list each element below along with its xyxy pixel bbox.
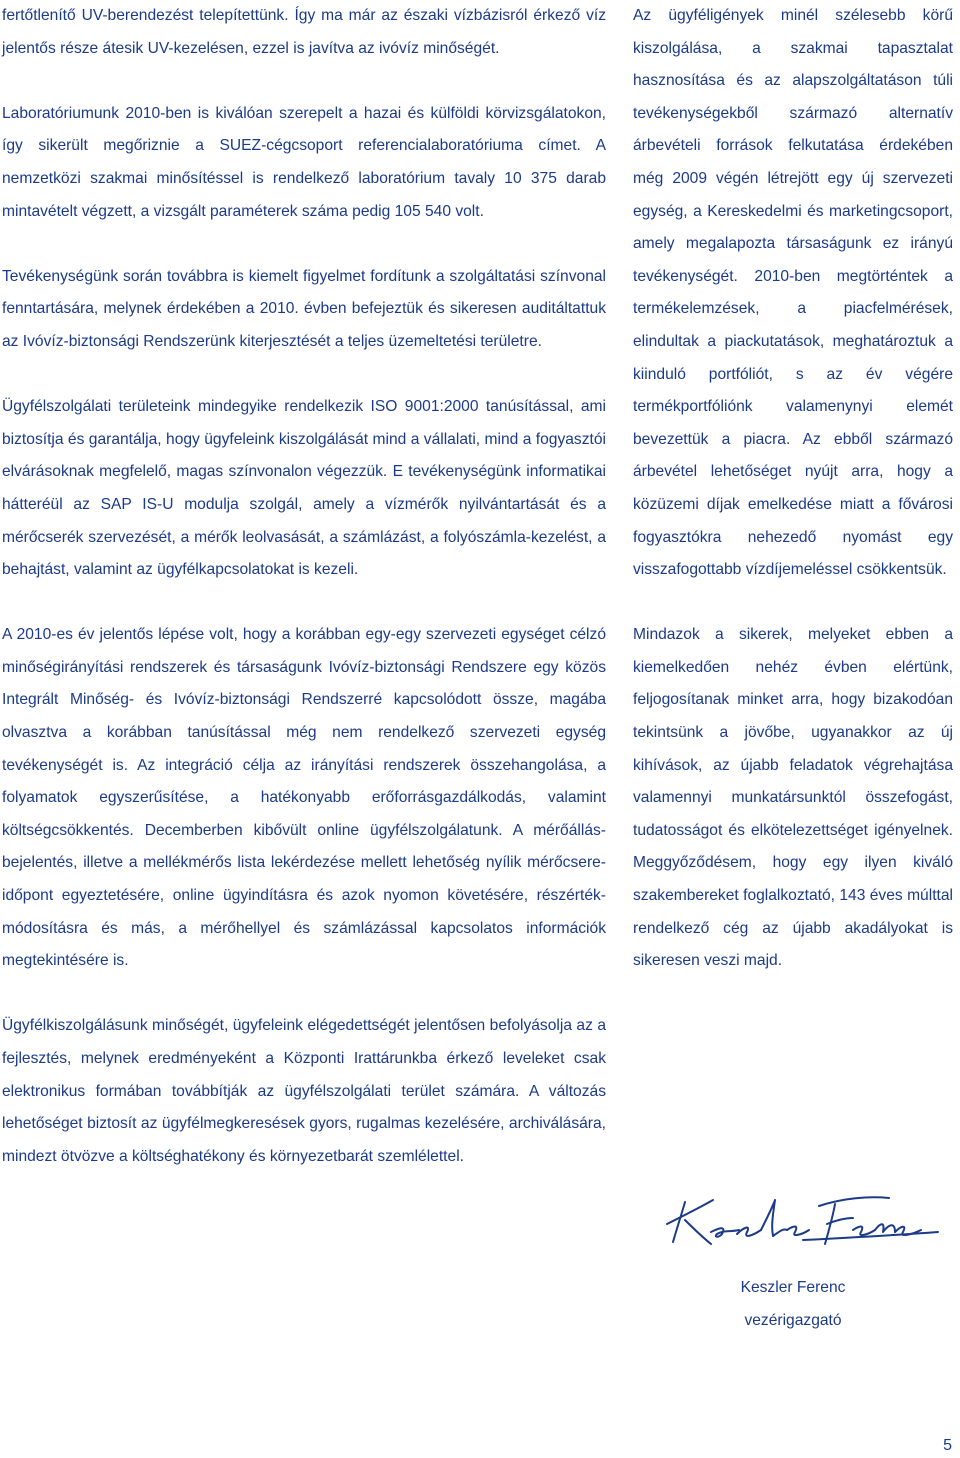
right-column [633, 0, 953, 978]
signature-block [633, 1180, 953, 1337]
paragraph-gap [2, 587, 606, 620]
paragraph-gap [2, 359, 606, 392]
paragraph-gap [2, 65, 606, 98]
paragraph-customer-service-iso: Ügyfélszolgálati területeink mindegyike rendelkezik ISO 9001:2000 tanúsítással, ami biztosítja és garantálja, hogy ügyfeleink kiszolgálását mind a vállalati, mind a fogyasztói elvárásoknak megfelelő, magas színvonalon végezzük. E tevékenységünk informatikai hátteréül az SAP IS-U modulja szolgál, amely a vízmérők nyilvántartását és a mérőcserék szervezését, a mérők leolvasását, a számlázást, a folyószámla-kezelést, a behajtást, valamint az ügyfélkapcsolatokat is kezeli. [2, 398, 606, 579]
paragraph-gap [2, 978, 606, 1011]
paragraph-gap [2, 228, 606, 261]
paragraph-customer-satisfaction: Ügyfélkiszolgálásunk minőségét, ügyfeleink elégedettségét jelentősen befolyásolja az a fejlesztés, melynek eredményeként a Központi Irattárunkba érkező leveleket csak elektronikus formában továbbítják az ügyfélszolgálati terület számára. A változás lehetőséget biztosít az ügyfélmegkeresések gyors, rugalmas kezelésére, archiválására, mindezt ötvözve a költséghatékony és környezetbarát szemlélettel. [2, 1017, 606, 1165]
left-column [2, 0, 606, 1173]
page-number: 5 [943, 1437, 952, 1454]
signatory-name: Keszler Ferenc [740, 1279, 846, 1296]
signatory-title: vezérigazgató [744, 1311, 842, 1329]
paragraph-closing-remarks: Mindazok a sikerek, melyeket ebben a kiemelkedően nehéz évben elértünk, feljogosítanak minket arra, hogy bizakodóan tekintsünk a jövőbe, ugyanakkor az új kihívások, az újabb feladatok végrehajtása valamennyi munkatársunktól összefogást, tudatosságot és elkötelezettséget igényelnek. Meggyőződésem, hogy egy ilyen kiváló szakembereket foglalkoztató, 143 éves múlttal rendelkező cég az újabb akadályokat is sikeresen veszi majd. [633, 626, 953, 970]
paragraph-commercial-unit: Az ügyféligények minél szélesebb körű kiszolgálása, a szakmai tapasztalat hasznosítása és az alapszolgáltatáson túli tevékenységekből származó alternatív árbevételi források felkutatása érdekében még 2009 végén létrejött egy új szervezeti egység, a Kereskedelmi és marketingcsoport, amely megalapozta társaságunk ez irányú tevékenységét. 2010-ben megtörténtek a termékelemzések, a piacfelmérések, elindultak a piackutatások, meghatároztuk a kiinduló portfóliót, s az év végére termékportfóliónk valamenynyi elemét bevezettük a piacra. Az ebből származó árbevétel lehetőséget nyújt arra, hogy a közüzemi díjak emelkedése miatt a fővárosi fogyasztókra nehezedő nyomást egy visszafogottabb vízdíjemeléssel csökkentsük. [633, 7, 953, 579]
paragraph-integrated-system: A 2010-es év jelentős lépése volt, hogy a korábban egy-egy szervezeti egységet célzó minőségirányítási rendszerek és társaságunk Ivóvíz-biztonsági Rendszere egy közös Integrált Minőség- és Ivóvíz-biztonsági Rendszerré kapcsolódott össze, magába olvasztva a korábban tanúsítással még nem rendelkező szervezeti egység tevékenységét is. Az integráció célja az irányítási rendszerek összehangolása, a folyamatok egyszerűsítése, a hatékonyabb erőforrásgazdálkodás, valamint költségcsökkentés. Decemberben kibővült online ügyfélszolgálatunk. A mérőállás-bejelentés, illetve a mellékmérős lista lekérdezése mellett lehetőség nyílik mérőcsere-időpont egyeztetésére, online ügyindításra és azok nyomon követésére, részérték-módosításra és más, a mérőhellyel és számlázással kapcsolatos információk megtekintésére is. [2, 626, 606, 970]
paragraph-gap [633, 587, 953, 620]
paragraph-service-level: Tevékenységünk során továbbra is kiemelt figyelmet fordítunk a szolgáltatási színvonal fenntartására, melynek érdekében a 2010. évben befejeztük és sikeresen auditáltattuk az Ivóvíz-biztonsági Rendszerünk kiterjesztését a teljes üzemeltetési területre. [2, 267, 606, 350]
paragraph-uv-treatment: fertőtlenítő UV-berendezést telepítettünk. Így ma már az északi vízbázisról érkező víz jelentős része átesik UV-kezelésen, ezzel is javítva az ivóvíz minőségét. [2, 7, 606, 57]
handwritten-signature [633, 1180, 953, 1260]
paragraph-laboratory: Laboratóriumunk 2010-ben is kiválóan szerepelt a hazai és külföldi körvizsgálatokon, így sikerült megőriznie a SUEZ-cégcsoport referencialaboratóriuma címet. A nemzetközi szakmai minősítéssel is rendelkező laboratórium tavaly 10 375 darab mintavételt végzett, a vizsgált paraméterek száma pedig 105 540 volt. [2, 104, 606, 220]
